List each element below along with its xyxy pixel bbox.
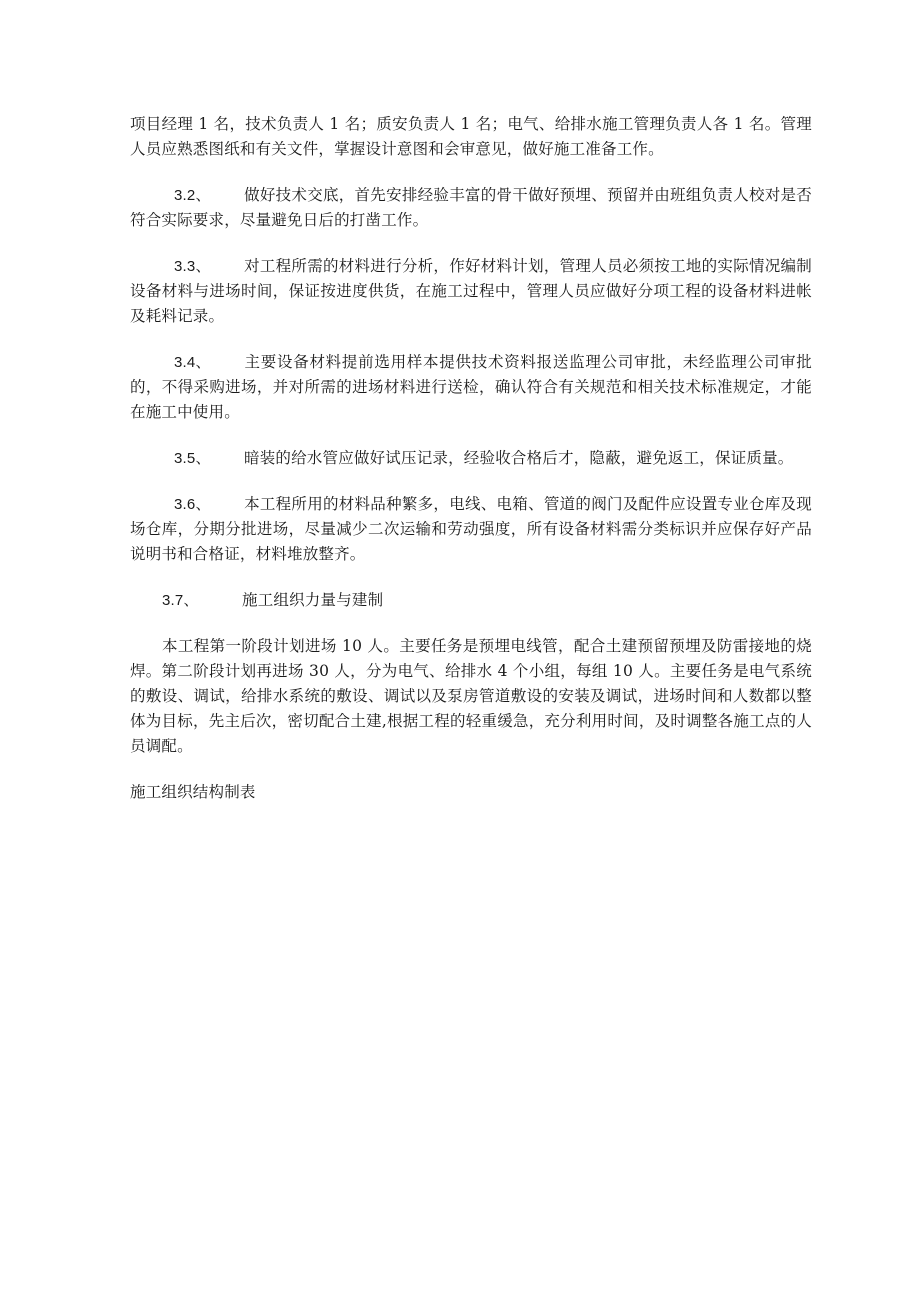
section-text: 做好技术交底，首先安排经验丰富的骨干做好预埋、预留并由班组负责人校对是否符合实际要求，尽量避免日后的打凿工作。 (130, 186, 812, 229)
section-number: 3.2、 (174, 187, 211, 204)
section-text: 对工程所需的材料进行分析，作好材料计划，管理人员必须按工地的实际情况编制设备材料与进场时间，保证按进度供货，在施工过程中，管理人员应做好分项工程的设备材料进帐及耗料记录。 (130, 257, 812, 325)
section-text: 本工程所用的材料品种繁多，电线、电箱、管道的阀门及配件应设置专业仓库及现场仓库，分期分批进场，尽量减少二次运输和劳动强度，所有设备材料需分类标识并应保存好产品说明书和合格证，材料堆放整齐。 (130, 495, 812, 563)
intro-paragraph: 项目经理 1 名，技术负责人 1 名；质安负责人 1 名；电气、给排水施工管理负责人各 1 名。管理人员应熟悉图纸和有关文件，掌握设计意图和会审意见，做好施工准备工作。 (130, 115, 812, 158)
section-3-7-heading (130, 588, 812, 613)
table-caption: 施工组织结构制表 (130, 783, 256, 801)
section-3-2 (130, 183, 812, 233)
section-number: 3.4、 (174, 354, 211, 371)
section-3-5 (130, 446, 812, 471)
section-heading-text: 施工组织力量与建制 (242, 591, 384, 609)
section-3-4 (130, 350, 812, 425)
section-3-3 (130, 254, 812, 329)
staffing-paragraph: 本工程第一阶段计划进场 10 人。主要任务是预埋电线管，配合土建预留预埋及防雷接地的烧焊。第二阶段计划再进场 30 人，分为电气、给排水 4 个小组，每组 10 人。主要任务是电气系统的敷设、调试，给排水系统的敷设、调试以及泵房管道敷设的安装及调试，进场时间和人数都以整体为目标，先主后次，密切配合土建,根据工程的轻重缓急，充分利用时间，及时调整各施工点的人员调配。 (130, 637, 812, 755)
section-text: 主要设备材料提前选用样本提供技术资料报送监理公司审批，未经监理公司审批的，不得采购进场，并对所需的进场材料进行送检，确认符合有关规范和相关技术标准规定，才能在施工中使用。 (130, 353, 812, 421)
section-text: 暗装的给水管应做好试压记录，经验收合格后才，隐蔽，避免返工，保证质量。 (244, 449, 794, 467)
section-number: 3.3、 (174, 258, 211, 275)
document-body (130, 112, 812, 805)
section-number: 3.6、 (174, 496, 211, 513)
section-number: 3.5、 (174, 450, 211, 467)
section-3-6 (130, 492, 812, 567)
section-number: 3.7、 (162, 592, 199, 609)
